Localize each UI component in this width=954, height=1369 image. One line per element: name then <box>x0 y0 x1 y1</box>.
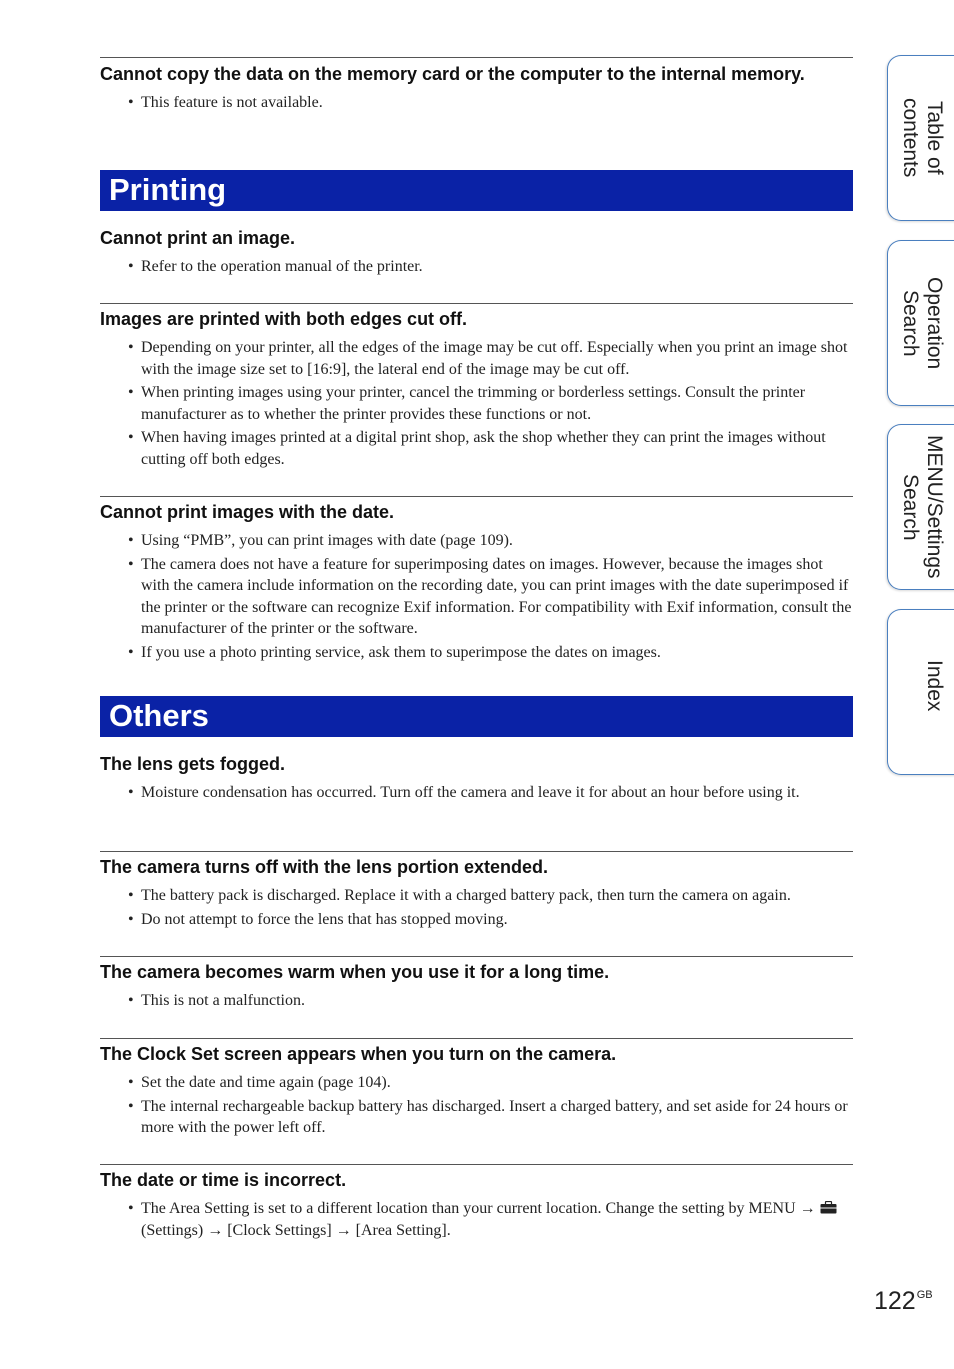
faq-answers <box>128 337 853 470</box>
faq-answers <box>128 782 853 804</box>
list-item: • The internal rechargeable backup battery has discharged. Insert a charged battery, and set aside for 24 hours or more with the power left off. <box>128 1096 853 1139</box>
faq-question: The camera turns off with the lens portion extended. <box>100 857 549 877</box>
list-item: • Using “PMB”, you can print images with date (page 109). <box>128 530 853 552</box>
tab-label: MENU/Settings Search <box>899 435 946 579</box>
arrow-icon: → <box>335 1221 352 1239</box>
faq-question: The date or time is incorrect. <box>100 1170 347 1190</box>
section-title: Printing <box>109 172 227 207</box>
list-item: • Depending on your printer, all the edges of the image may be cut off. Especially when you print an image shot with the image size set to [16:9], the lateral end of the image may be cut off. <box>128 337 853 380</box>
arrow-icon: → <box>207 1221 224 1239</box>
list-item: • When printing images using your printer, cancel the trimming or borderless settings. Consult the printer manufacturer as to whether the printer provides these functions or not. <box>128 382 853 425</box>
faq-lens-fogged <box>100 753 853 806</box>
faq-clock-set <box>100 1038 853 1141</box>
faq-answers <box>128 885 853 930</box>
menu-label: MENU <box>748 1200 796 1217</box>
faq-answers <box>128 530 853 663</box>
faq-answers <box>128 1198 853 1241</box>
page-number-value: 122 <box>874 1287 916 1315</box>
faq-print-image <box>100 227 853 280</box>
faq-edges-cut <box>100 303 853 472</box>
tab-index[interactable] <box>887 609 954 775</box>
section-banner-printing <box>100 170 853 211</box>
section-banner-others <box>100 696 853 737</box>
tab-label: Operation Search <box>899 276 946 370</box>
page-number-suffix: GB <box>916 1289 933 1301</box>
list-item: • If you use a photo printing service, ask them to superimpose the dates on images. <box>128 642 853 664</box>
list-item: • Set the date and time again (page 104). <box>128 1072 853 1094</box>
list-item: • This feature is not available. <box>128 92 853 114</box>
clock-settings-label: [Clock Settings] <box>227 1221 332 1239</box>
faq-lens-extended <box>100 851 853 932</box>
list-item: • Moisture condensation has occurred. Turn off the camera and leave it for about an hour before using it. <box>128 782 853 804</box>
arrow-icon: → <box>799 1200 816 1217</box>
faq-question: The lens gets fogged. <box>100 754 286 774</box>
tab-operation-search[interactable] <box>887 240 954 406</box>
tab-menu-settings-search[interactable] <box>887 424 954 590</box>
tab-label: Table of contents <box>899 98 946 178</box>
list-item: • Refer to the operation manual of the printer. <box>128 256 853 278</box>
faq-camera-warm <box>100 956 853 1014</box>
settings-label: (Settings) <box>141 1221 204 1239</box>
area-setting-label: [Area Setting]. <box>355 1221 451 1239</box>
section-title: Others <box>109 698 209 733</box>
faq-question: Cannot copy the data on the memory card or the computer to the internal memory. <box>100 64 805 84</box>
tab-table-of-contents[interactable] <box>887 55 954 221</box>
tab-label: Index <box>923 660 946 712</box>
faq-date-incorrect <box>100 1164 853 1243</box>
toolbox-icon <box>820 1201 837 1214</box>
faq-answers <box>128 256 853 278</box>
list-item: • This is not a malfunction. <box>128 990 853 1012</box>
faq-question: Images are printed with both edges cut off. <box>100 309 468 329</box>
faq-question: Cannot print images with the date. <box>100 502 395 522</box>
list-item: • The battery pack is discharged. Replace it with a charged battery pack, then turn the camera on again. <box>128 885 853 907</box>
faq-answers <box>128 990 853 1012</box>
list-item: • Do not attempt to force the lens that has stopped moving. <box>128 909 853 931</box>
list-item: • The camera does not have a feature for superimposing dates on images. However, because the images shot with the camera include information on the recording date, you can print images with the date superimposed if the printer or the software can recognize Exif information. For compatibility with Exif information, consult the manufacturer of the printer or the software. <box>128 554 853 640</box>
faq-answers <box>128 92 853 114</box>
faq-copy <box>100 57 853 116</box>
faq-question: Cannot print an image. <box>100 228 296 248</box>
list-item: • When having images printed at a digital print shop, ask the shop whether they can print the images without cutting off both edges. <box>128 427 853 470</box>
answer-text: The Area Setting is set to a different location than your current location. Change the setting by <box>141 1200 745 1217</box>
list-item <box>128 1198 853 1241</box>
faq-print-date <box>100 496 853 665</box>
page-number <box>874 1287 933 1316</box>
faq-question: The Clock Set screen appears when you turn on the camera. <box>100 1044 617 1064</box>
faq-question: The camera becomes warm when you use it for a long time. <box>100 962 610 982</box>
faq-answers <box>128 1072 853 1139</box>
